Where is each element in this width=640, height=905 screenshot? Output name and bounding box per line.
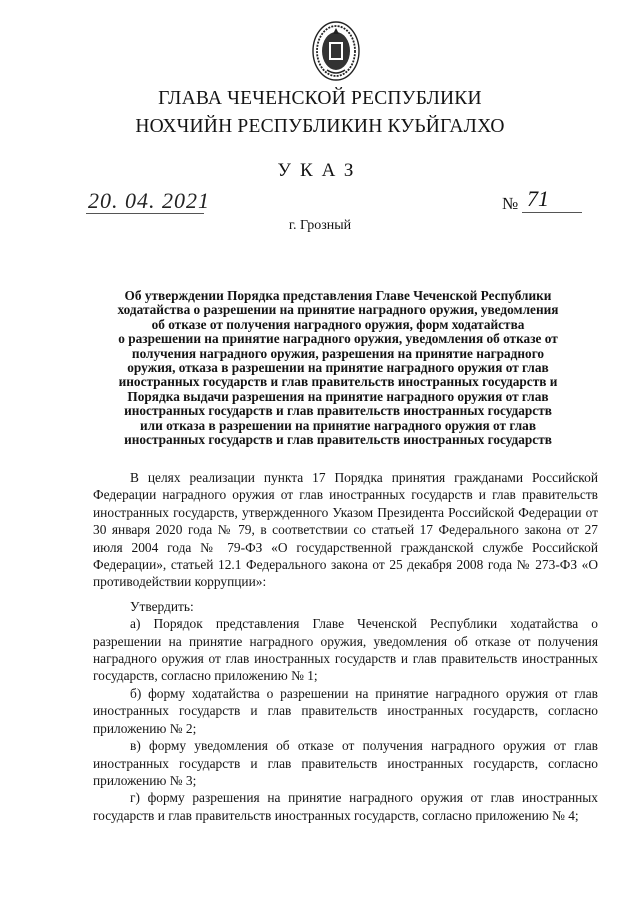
- title-line: получения наградного оружия, разрешения на принятие наградного: [131, 345, 545, 361]
- title-line: о разрешении на принятие наградного оружия, уведомления об отказе от: [118, 331, 558, 347]
- list-item: в) форму уведомления об отказе от получения наградного оружия от глав иностранных государств и глав правительств иностранных государств, согласно приложению № 3;: [93, 738, 598, 788]
- city: г. Грозный: [288, 218, 352, 233]
- number-sign: №: [502, 194, 519, 213]
- header-line-1: ГЛАВА ЧЕЧЕНСКОЙ РЕСПУБЛИКИ: [158, 88, 482, 109]
- title-line: Об утверждении Порядка представления Главе Чеченской Республики: [124, 288, 552, 303]
- title-line: об отказе от получения наградного оружия, форм ходатайства: [151, 316, 525, 332]
- title-line: оружия, отказа в разрешении на принятие наградного оружия от глав: [127, 360, 549, 376]
- list-item: г) форму разрешения на принятие наградного оружия от глав иностранных государств и глав правительств иностранных государств, согласно приложению № 4;: [93, 790, 598, 823]
- document-title: [82, 289, 594, 447]
- list-item: б) форму ходатайства о разрешении на принятие наградного оружия от глав иностранных государств и глав правительств иностранных государств, согласно приложению № 2;: [93, 685, 598, 736]
- preamble-paragraph: В целях реализации пункта 17 Порядка принятия гражданами Российской Федерации наградного оружия от глав иностранных государств и глав правительств иностранных государств, утвержденного Указом Президента Российской Федерации от 30 января 2020 года № 79, в соответствии со статьей 17 Федерального закона от 27 июля 2004 года № 79-ФЗ «О государственной гражданской службе Российской Федерации», статьей 12.1 Федерального закона от 25 декабря 2008 года № 273-ФЗ «О противодействии коррупции»:: [93, 470, 598, 590]
- header-line-2: НОХЧИЙН РЕСПУБЛИКИН КУЬЙГАЛХО: [135, 116, 505, 137]
- title-line: ходатайства о разрешении на принятие наградного оружия, уведомления: [117, 302, 559, 318]
- title-line: Порядка выдачи разрешения на принятие наградного оружия от глав: [127, 388, 549, 404]
- document-type: УКАЗ: [277, 160, 363, 181]
- approve-heading: Утвердить:: [130, 598, 194, 614]
- number-underline: [522, 212, 582, 213]
- document-date: 20. 04. 2021: [88, 188, 210, 213]
- coat-of-arms-icon: [311, 20, 361, 82]
- title-line: иностранных государств и глав правительств иностранных государств: [124, 403, 552, 419]
- list-item: а) Порядок представления Главе Чеченской Республики ходатайства о разрешении на принятие наградного оружия, уведомления об отказе от получения наградного оружия от глав иностранных государств и глав правительств иностранных государств, согласно приложению № 1;: [93, 616, 598, 684]
- title-line: или отказа в разрешении на принятие наградного оружия от глав: [139, 417, 537, 433]
- title-line: иностранных государств и глав правительств иностранных государств: [124, 432, 552, 448]
- document-number: 71: [527, 186, 549, 211]
- date-underline: [86, 213, 204, 214]
- document-body: [93, 469, 598, 824]
- title-line: иностранных государств и глав правительств иностранных государств и: [118, 374, 558, 390]
